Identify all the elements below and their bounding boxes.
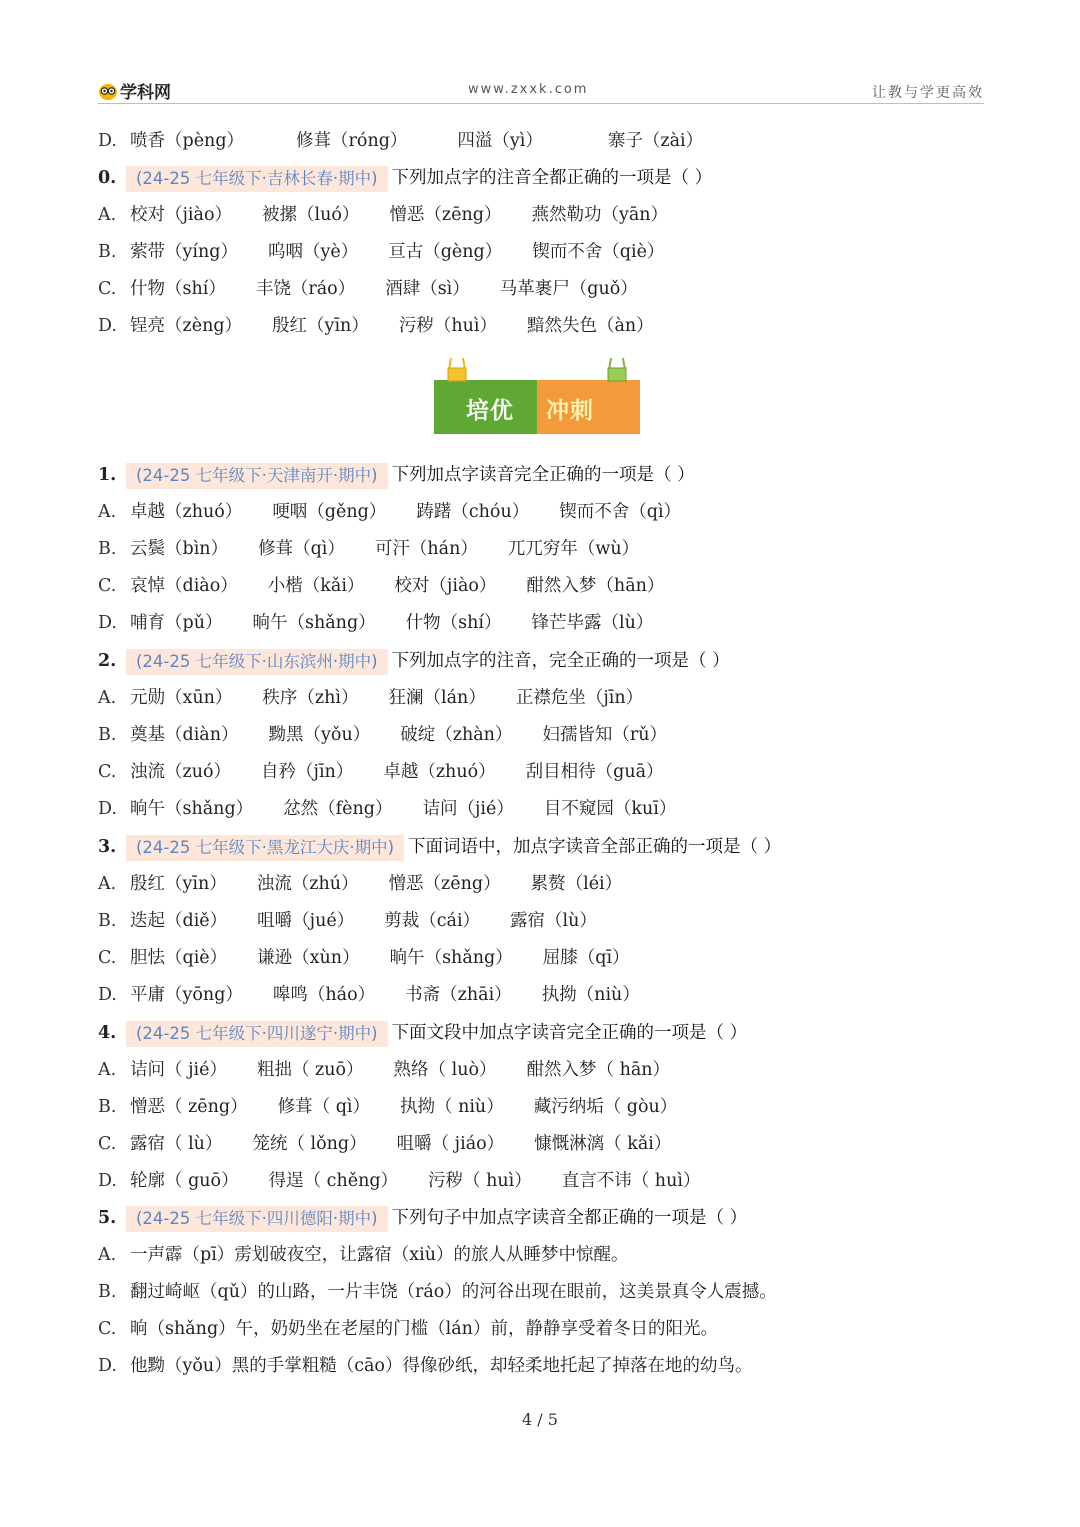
option-item: 卓越（zhuó） [383, 762, 496, 782]
logo-text: 学科网 [120, 83, 171, 103]
option-item: 修葺（ qì） [277, 1097, 370, 1117]
question-source: (24-25 七年级下·吉林长春·期中) [126, 166, 388, 192]
option-item: 狂澜（lán） [388, 688, 486, 708]
option-item: 忿然（fèng） [283, 799, 393, 819]
option-line [98, 1239, 659, 1271]
option-item: 酒肆（sì） [385, 279, 470, 299]
option-item: 晌午（shǎng） [389, 948, 513, 968]
option-item: 云鬓（bìn） [130, 539, 229, 559]
option-item: 正襟危坐（jīn） [515, 688, 644, 708]
option-item: 锋芒毕露（lù） [531, 613, 654, 633]
option-item: 晌午（shǎng） [252, 613, 376, 633]
question-source: (24-25 七年级下·四川德阳·期中) [126, 1206, 388, 1232]
option-line [98, 719, 697, 751]
binder-clip-icon [446, 356, 468, 382]
option-letter: C. [98, 762, 117, 782]
option-item: 可汗（hán） [374, 539, 478, 559]
option-line [98, 1128, 701, 1160]
option-line [98, 1091, 707, 1123]
option-item: 慷慨淋漓（ kǎi） [534, 1134, 672, 1154]
question-number: 5. [98, 1208, 117, 1228]
option-letter: C. [98, 279, 117, 299]
option-letter: B. [98, 539, 117, 559]
logo [98, 78, 171, 103]
option-letter: C. [98, 1134, 117, 1154]
option-item: 哽咽（gěng） [272, 502, 387, 522]
option-line [98, 905, 627, 937]
option-item: 咀嚼（ jiáo） [396, 1134, 505, 1154]
option-item: 丰饶（ráo） [255, 279, 356, 299]
question-number: 2. [98, 651, 117, 671]
option-item: 他黝（yǒu）黑的手掌粗糙（cāo）得像砂纸，却轻柔地托起了掉落在地的幼鸟。 [130, 1356, 753, 1376]
option-line [98, 979, 670, 1011]
option-letter: D. [98, 131, 117, 151]
option-line [98, 1350, 782, 1382]
option-line [98, 682, 673, 714]
option-item: 刮目相待（guā） [525, 762, 664, 782]
option-item: 校对（jiào） [130, 205, 232, 225]
option-line [98, 496, 711, 528]
question-line [98, 831, 781, 863]
option-item: 执拗（niù） [541, 985, 640, 1005]
option-item: 酣然入梦（hān） [526, 576, 665, 596]
option-letter: D. [98, 613, 117, 633]
option-line [98, 125, 733, 157]
option-item: 什物（shí） [130, 279, 226, 299]
question-number: 4. [98, 1023, 117, 1043]
section-banner [434, 380, 640, 434]
option-letter: C. [98, 576, 117, 596]
option-letter: D. [98, 1171, 117, 1191]
option-item: 四溢（yì） [457, 131, 543, 151]
option-item: 酣然入梦（ hān） [526, 1060, 671, 1080]
option-letter: D. [98, 316, 117, 336]
option-item: 轮廓（ guō） [130, 1171, 239, 1191]
binder-clip-icon [606, 356, 628, 382]
option-item: 自矜（jīn） [261, 762, 354, 782]
question-source: (24-25 七年级下·黑龙江大庆·期中) [126, 835, 404, 861]
option-item: 殷红（yīn） [130, 874, 227, 894]
option-item: 得逞（ chěng） [268, 1171, 399, 1191]
option-item: 寨子（zài） [607, 131, 704, 151]
option-letter: D. [98, 799, 117, 819]
option-item: 呜咽（yè） [267, 242, 359, 262]
option-letter: A. [98, 1245, 117, 1265]
option-letter: A. [98, 688, 117, 708]
question-source: (24-25 七年级下·天津南开·期中) [126, 463, 388, 489]
option-item: 马革裹尸（guǒ） [499, 279, 638, 299]
option-item: 熟络（ luò） [393, 1060, 497, 1080]
option-item: 嗥鸣（háo） [272, 985, 376, 1005]
option-item: 书斋（zhāi） [405, 985, 512, 1005]
option-letter: A. [98, 874, 117, 894]
option-letter: B. [98, 1097, 117, 1117]
option-item: 平庸（yōng） [130, 985, 243, 1005]
option-item: 殷红（yīn） [272, 316, 369, 336]
option-item: 执拗（ niù） [400, 1097, 504, 1117]
banner-title-part1: 培优 [466, 398, 514, 424]
option-letter: A. [98, 502, 117, 522]
option-line [98, 533, 669, 565]
option-line [98, 273, 668, 305]
option-item: 哺育（pǔ） [130, 613, 223, 633]
option-item: 修葺（róng） [296, 131, 408, 151]
option-item: 污秽（ huì） [428, 1171, 532, 1191]
option-letter: A. [98, 205, 117, 225]
option-line [98, 236, 694, 268]
option-item: 萦带（yíng） [130, 242, 238, 262]
option-letter: D. [98, 985, 117, 1005]
option-line [98, 1313, 748, 1345]
option-item: 黯然失色（àn） [526, 316, 654, 336]
option-letter: C. [98, 1319, 117, 1339]
option-letter: B. [98, 1282, 117, 1302]
option-item: 污秽（huì） [398, 316, 497, 336]
header-slogan: 让教与学更高效 [872, 85, 984, 101]
question-number: 3. [98, 837, 117, 857]
question-stem: 下列句子中加点字读音全都正确的一项是（ ） [391, 1208, 748, 1228]
option-line [98, 868, 652, 900]
option-item: 校对（jiào） [394, 576, 497, 596]
option-line [98, 756, 694, 788]
option-item: 燕然勒功（yān） [531, 205, 669, 225]
option-item: 妇孺皆知（rǔ） [542, 725, 668, 745]
question-line [98, 645, 730, 677]
question-stem: 下列加点字的注音，完全正确的一项是（ ） [391, 651, 730, 671]
option-line [98, 570, 694, 602]
option-line [98, 607, 683, 639]
option-item: 翻过崎岖（qǔ）的山路，一片丰饶（ráo）的河谷出现在眼前，这美景真令人震撼。 [130, 1282, 777, 1302]
option-item: 露宿（lù） [510, 911, 597, 931]
header-divider [98, 103, 984, 104]
option-item: 目不窥园（kuī） [543, 799, 677, 819]
option-item: 卓越（zhuó） [130, 502, 243, 522]
option-letter: A. [98, 1060, 117, 1080]
question-number: 1. [98, 465, 117, 485]
option-item: 憎恶（ zēng） [130, 1097, 248, 1117]
option-item: 亘古（gèng） [388, 242, 503, 262]
question-line [98, 459, 695, 491]
option-item: 奠基（diàn） [130, 725, 239, 745]
question-stem: 下列加点字读音完全正确的一项是（ ） [391, 465, 695, 485]
option-item: 咀嚼（jué） [257, 911, 355, 931]
option-item: 谦逊（xùn） [257, 948, 360, 968]
option-item: 迭起（diě） [130, 911, 228, 931]
question-line [98, 1017, 747, 1049]
option-letter: B. [98, 242, 117, 262]
option-item: 诘问（jié） [422, 799, 514, 819]
site-url[interactable]: www.zxxk.com [468, 82, 589, 97]
banner-title-part2: 冲刺 [546, 398, 594, 424]
option-items [130, 125, 733, 157]
option-line [98, 1165, 730, 1197]
page-number: 4 / 5 [522, 1410, 558, 1429]
question-line [98, 1202, 747, 1234]
option-item: 踌躇（chóu） [416, 502, 530, 522]
question-stem: 下面文段中加点字读音完全正确的一项是（ ） [391, 1023, 748, 1043]
option-item: 秩序（zhì） [262, 688, 359, 708]
option-line [98, 1276, 807, 1308]
option-item: 锲而不舍（qì） [559, 502, 682, 522]
option-item: 憎恶（zēng） [389, 205, 502, 225]
option-item: 晌午（shǎng） [130, 799, 254, 819]
option-item: 诘问（ jié） [130, 1060, 227, 1080]
question-source: (24-25 七年级下·山东滨州·期中) [126, 649, 388, 675]
option-line [98, 199, 698, 231]
option-letter: B. [98, 725, 117, 745]
option-item: 小楷（kǎi） [267, 576, 365, 596]
option-item: 晌（shǎng）午，奶奶坐在老屋的门槛（lán）前，静静享受着冬日的阳光。 [130, 1319, 718, 1339]
question-stem: 下列加点字的注音全都正确的一项是（ ） [391, 168, 713, 188]
page-header [98, 76, 984, 104]
option-item: 什物（shí） [405, 613, 502, 633]
option-item: 屈膝（qī） [542, 948, 630, 968]
question-number: 0. [98, 168, 117, 188]
option-item: 浊流（zuó） [130, 762, 232, 782]
option-item: 露宿（ lù） [130, 1134, 223, 1154]
option-item: 喷香（pèng） [130, 131, 245, 151]
option-item: 剪裁（cái） [384, 911, 481, 931]
option-letter: C. [98, 948, 117, 968]
option-item: 累赘（léi） [530, 874, 623, 894]
option-item: 笼统（ lǒng） [252, 1134, 367, 1154]
question-stem: 下面词语中，加点字读音全部正确的一项是（ ） [408, 837, 782, 857]
option-item: 黝黑（yǒu） [268, 725, 371, 745]
option-letter: B. [98, 911, 117, 931]
option-item: 胆怯（qiè） [130, 948, 228, 968]
option-item: 憎恶（zēng） [388, 874, 501, 894]
question-line [98, 162, 712, 194]
option-item: 被摞（luó） [262, 205, 360, 225]
option-line [98, 1054, 700, 1086]
owl-logo-icon [98, 81, 118, 101]
option-item: 元勋（xūn） [130, 688, 233, 708]
option-item: 藏污纳垢（ gòu） [533, 1097, 678, 1117]
option-item: 兀兀穷年（wù） [507, 539, 640, 559]
option-item: 粗拙（ zuō） [256, 1060, 364, 1080]
option-item: 浊流（zhú） [256, 874, 359, 894]
option-line [98, 310, 684, 342]
option-item: 锃亮（zèng） [130, 316, 243, 336]
option-line [98, 942, 660, 974]
option-item: 修葺（qì） [258, 539, 345, 559]
question-source: (24-25 七年级下·四川遂宁·期中) [126, 1021, 388, 1047]
option-item: 直言不讳（ huì） [561, 1171, 701, 1191]
option-item: 哀悼（diào） [130, 576, 238, 596]
option-item: 一声霹（pī）雳划破夜空，让露宿（xiù）的旅人从睡梦中惊醒。 [130, 1245, 629, 1265]
option-item: 破绽（zhàn） [400, 725, 513, 745]
option-item: 锲而不舍（qiè） [532, 242, 665, 262]
option-letter: D. [98, 1356, 117, 1376]
option-line [98, 793, 706, 825]
